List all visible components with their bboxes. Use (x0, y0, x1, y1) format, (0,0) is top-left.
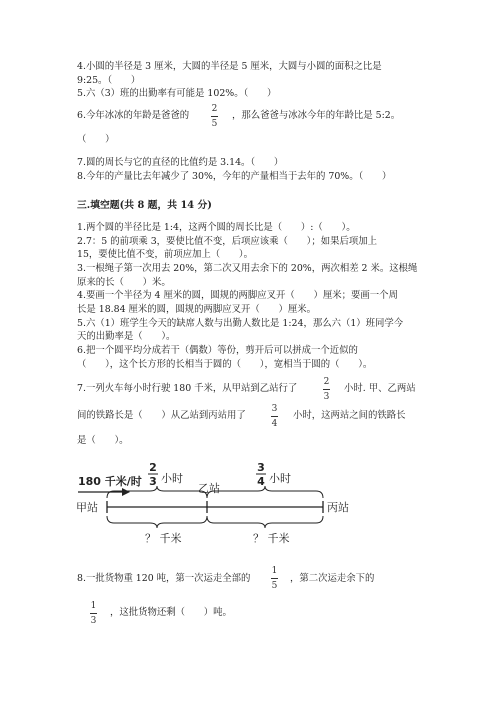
fill-q8-part3: ，这批货物还剩（ ）吨。 (110, 607, 232, 618)
fraction-2-3 (323, 377, 330, 402)
diagram-frac2-unit: 小时 (269, 472, 291, 485)
fill-q2-line1: 2.7：5 的前项乘 3，要使比值不变，后项应该乘（ ）；如果后项加上 (77, 236, 377, 247)
fill-q6-line1: 6.把一个圆平均分成若干（偶数）等份，剪开后可以拼成一个近似的 (77, 345, 358, 356)
fraction-denominator: 5 (211, 119, 218, 129)
station-c-label: 丙站 (327, 501, 349, 514)
fraction-numerator: 1 (271, 566, 278, 576)
diagram-svg (70, 458, 380, 558)
judge-q6-answer: （ ） (77, 134, 115, 145)
fraction-bar (323, 389, 330, 390)
fraction-bar (211, 116, 218, 117)
fill-q4-line2: 长是 18.84 厘米的圆，圆规的两脚应叉开（ ）厘米。 (77, 304, 317, 315)
speed-label: 180 千米/时 (78, 475, 142, 488)
brace-bottom-1 (107, 516, 207, 528)
fill-q8-part2: ，第二次运走余下的 (290, 573, 375, 584)
fill-q3-line2: 原来的长（ ）米。 (77, 277, 171, 288)
judge-q4-line1: 4.小圆的半径是 3 厘米，大圆的半径是 5 厘米，大圆与小圆的面积之比是 (77, 61, 382, 72)
fraction-bar (271, 416, 278, 417)
fraction-3-4 (271, 404, 278, 429)
fraction-numerator: 2 (211, 104, 218, 114)
fraction-numerator: 3 (271, 404, 278, 414)
brace-top-2 (207, 486, 323, 498)
fill-q7-part5: 是（ ）。 (77, 435, 129, 446)
fraction-denominator: 5 (271, 581, 278, 591)
fill-q8-part1: 8.一批货物重 120 吨，第一次运走全部的 (77, 573, 251, 584)
arrow-icon (122, 488, 130, 496)
diagram-frac1-den: 3 (149, 475, 157, 488)
unknown-distance-1: ？ 千米 (145, 532, 182, 545)
fraction-bar (90, 613, 97, 614)
judge-q6-part2: ，那么爸爸与冰冰今年的年龄比是 5:2。 (232, 110, 401, 121)
fraction-1-5 (271, 566, 278, 591)
section-title: 三.填空题(共 8 题，共 14 分) (77, 200, 212, 211)
line-segment-diagram (70, 458, 380, 558)
fill-q7-part4: 小时，这两站之间的铁路长 (293, 410, 406, 421)
diagram-frac2-den: 4 (257, 475, 265, 488)
fraction-1-3 (90, 601, 97, 626)
judge-q8: 8.今年的产量比去年减少了 30%，今年的产量相当于去年的 70%。（ ） (77, 171, 392, 182)
station-a-label: 甲站 (76, 501, 98, 514)
fraction-numerator: 1 (90, 601, 97, 611)
fraction-2-5 (211, 104, 218, 129)
judge-q7: 7.圆的周长与它的直径的比值约是 3.14。（ ） (77, 157, 284, 168)
fill-q2-line2: 15，要使比值不变，前项应加上（ ）。 (77, 249, 253, 260)
brace-bottom-2 (207, 516, 323, 528)
judge-q5: 5.六（3）班的出勤率有可能是 102%。（ ） (77, 88, 277, 99)
fill-q7-part3: 间的铁路长是（ ）从乙站到丙站用了 (77, 410, 246, 421)
fill-q1: 1.两个圆的半径比是 1:4，这两个圆的周长比是（ ）:（ ）。 (77, 222, 356, 233)
fraction-denominator: 3 (323, 392, 330, 402)
fill-q3-line1: 3.一根绳子第一次用去 20%，第二次又用去余下的 20%，两次相差 2 米。这根绳 (77, 263, 418, 274)
fill-q5-line1: 5.六（1）班学生今天的缺席人数与出勤人数比是 1:24，那么六（1）班同学今 (77, 318, 404, 329)
fill-q6-line2: （ ），这个长方形的长相当于圆的（ ），宽相当于圆的（ ）。 (77, 359, 373, 370)
station-b-label: 乙站 (198, 482, 220, 495)
judge-q6-part1: 6.今年冰冰的年龄是爸爸的 (77, 110, 190, 121)
unknown-distance-2: ？ 千米 (253, 532, 290, 545)
judge-q4-line2: 9:25。（ ） (77, 75, 141, 86)
fraction-bar (271, 578, 278, 579)
fraction-denominator: 3 (90, 616, 97, 626)
fill-q7-part2: 小时. 甲、乙两站 (344, 383, 416, 394)
fill-q5-line2: 天的出勤率是（ ）。 (77, 331, 176, 342)
fill-q4-line1: 4.要画一个半径为 4 厘米的圆，圆规的两脚应叉开（ ）厘米；要画一个周 (77, 290, 398, 301)
diagram-frac1-num: 2 (149, 461, 157, 474)
diagram-frac2-num: 3 (257, 461, 265, 474)
fill-q7-part1: 7.一列火车每小时行驶 180 千米，从甲站到乙站行了 (77, 383, 298, 394)
diagram-frac1-unit: 小时 (161, 472, 183, 485)
fraction-numerator: 2 (323, 377, 330, 387)
fraction-denominator: 4 (271, 419, 278, 429)
